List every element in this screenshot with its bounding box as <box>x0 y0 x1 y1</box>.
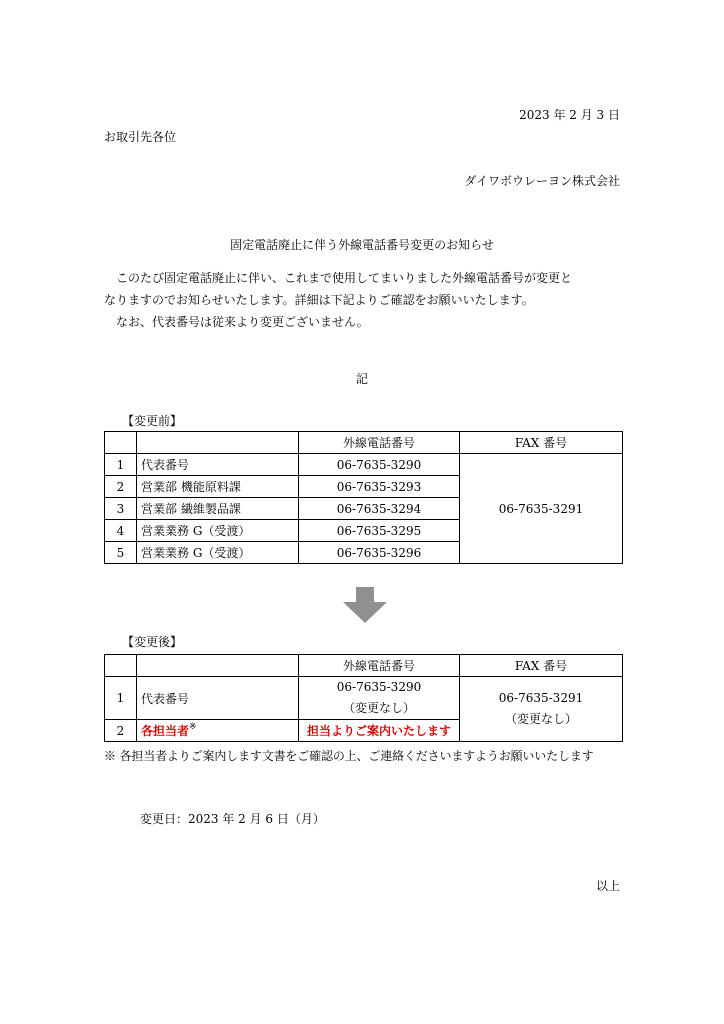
header-cell-fax: FAX 番号 <box>460 432 623 454</box>
fax-number: 06-7635-3291 <box>460 454 623 564</box>
table-header-row <box>105 432 623 454</box>
table-header-row <box>105 655 623 677</box>
ki-label: 記 <box>355 372 368 386</box>
header-cell <box>137 655 299 677</box>
table-row <box>105 677 623 720</box>
row-department-cell <box>137 720 299 742</box>
header-cell-fax: FAX 番号 <box>460 655 623 677</box>
header-cell <box>105 432 137 454</box>
after-heading: 【変更後】 <box>122 635 183 649</box>
change-date: 変更日：2023 年 2 月 6 日（月） <box>140 812 325 826</box>
row-number: 4 <box>105 520 137 542</box>
table-row <box>105 454 623 476</box>
before-heading: 【変更前】 <box>122 414 183 428</box>
row-phone: 06-7635-3290 <box>299 454 460 476</box>
row-department: 営業業務 G（受渡） <box>137 520 299 542</box>
document-date: 2023 年 2 月 3 日 <box>519 108 620 122</box>
after-table <box>104 654 623 742</box>
row-number: 1 <box>105 677 137 720</box>
header-cell <box>105 655 137 677</box>
row-number: 1 <box>105 454 137 476</box>
row-department: 代表番号 <box>137 677 299 720</box>
header-cell-phone: 外線電話番号 <box>299 655 460 677</box>
body-line-1: このたび固定電話廃止に伴い、これまで使用してまいりました外線電話番号が変更と <box>116 271 573 285</box>
header-cell <box>137 432 299 454</box>
row-phone: 06-7635-3295 <box>299 520 460 542</box>
header-cell-phone: 外線電話番号 <box>299 432 460 454</box>
row-number: 5 <box>105 542 137 564</box>
closing-word: 以上 <box>595 879 620 893</box>
document-title: 固定電話廃止に伴う外線電話番号変更のお知らせ <box>230 238 494 252</box>
note-mark: ※ <box>189 722 197 732</box>
row-department: 各担当者 <box>141 724 190 738</box>
row-number: 3 <box>105 498 137 520</box>
down-arrow-icon <box>343 587 387 623</box>
fax-cell <box>460 677 623 742</box>
body-text <box>104 267 624 333</box>
row-phone: 06-7635-3294 <box>299 498 460 520</box>
row-phone: 06-7635-3293 <box>299 476 460 498</box>
recipient: お取引先各位 <box>104 130 177 144</box>
body-line-3: なお、代表番号は従来より変更ございません。 <box>116 315 369 329</box>
row-phone-cell <box>299 677 460 720</box>
row-department: 営業業務 G（受渡） <box>137 542 299 564</box>
row-department: 代表番号 <box>137 454 299 476</box>
sender-company: ダイワボウレーヨン株式会社 <box>464 174 620 188</box>
fax-number: 06-7635-3291 <box>498 691 584 705</box>
fax-note: （変更なし） <box>504 712 577 726</box>
row-phone: 06-7635-3290 <box>336 680 422 694</box>
row-phone-note: （変更なし） <box>342 701 415 715</box>
row-number: 2 <box>105 720 137 742</box>
body-line-2: なりますのでお知らせいたします。詳細は下記よりご確認をお願いいたします。 <box>104 293 534 307</box>
row-phone: 担当よりご案内いたします <box>306 724 451 738</box>
row-department: 営業部 繊維製品課 <box>137 498 299 520</box>
row-department: 営業部 機能原料課 <box>137 476 299 498</box>
row-phone: 06-7635-3296 <box>299 542 460 564</box>
row-number: 2 <box>105 476 137 498</box>
footnote: ※ 各担当者よりご案内します文書をご確認の上、ご連絡くださいますようお願いいたします <box>104 749 594 763</box>
row-phone-cell <box>299 720 460 742</box>
before-table <box>104 431 623 564</box>
